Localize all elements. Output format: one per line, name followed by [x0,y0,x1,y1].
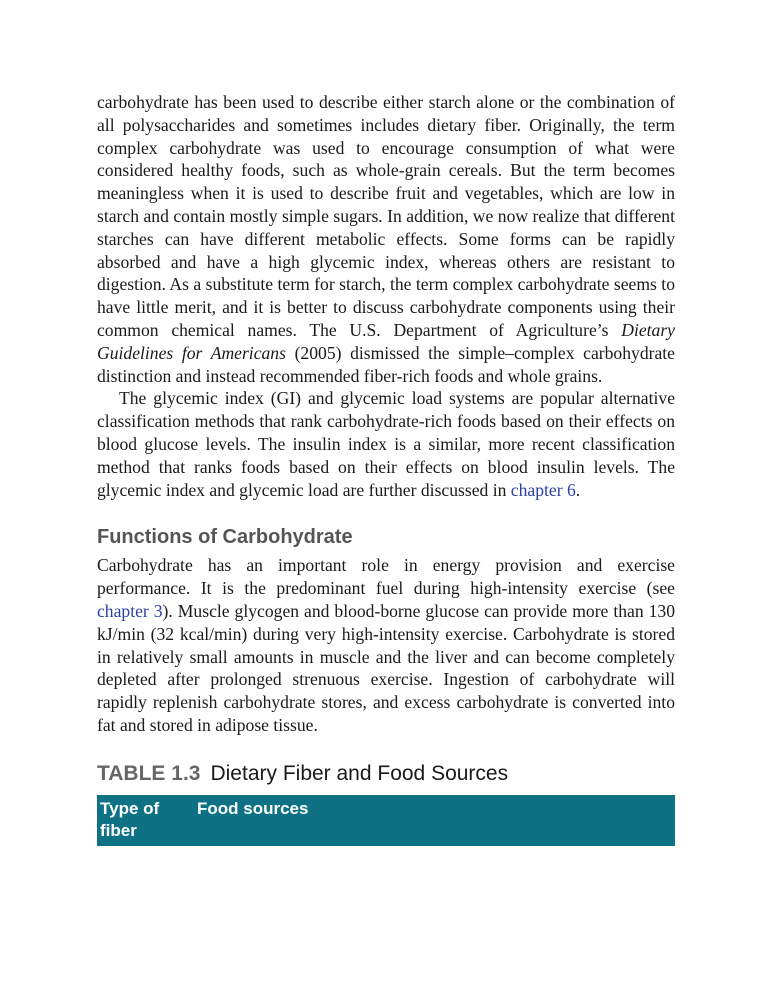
table-header-row [97,795,675,846]
table-number: TABLE 1.3 [97,761,201,785]
column-header-type-of-fiber: Type of fiber [100,798,160,840]
paragraph-3-text: Carbohydrate has an important role in energy provision and exercise performance. It is the predominant fuel during high-intensity exercise (see [97,555,675,599]
paragraph-2-text-end: . [575,479,581,500]
body-paragraph-1 [97,91,675,387]
paragraph-3-text-end: ). Muscle glycogen and blood-borne glucose can provide more than 130 kJ/min (32 kcal/min) during very high-intensity exercise. Carbohydrate is stored in relatively small amounts in muscle and the liver and can become completely depleted after prolonged strenuous exercise. Ingestion of carbohydrate will rapidly replenish carbohydrate stores, and excess carbohydrate is converted into fat and stored in adipose tissue. [97,600,675,735]
body-paragraph-2 [97,387,675,501]
guidelines-title: Dietary Guidelines for Americans [97,319,675,363]
column-header-food-sources: Food sources [197,798,309,818]
table-caption [97,761,675,787]
paragraph-1-text: carbohydrate has been used to describe either starch alone or the combination of all polysaccharides and sometimes includes dietary fiber. Originally, the term complex carbohydrate was used to encourage consumption of what were considered healthy foods, such as whole-grain cereals. But the term becomes meaningless when it is used to describe fruit and vegetables, which are low in starch and contain mostly simple sugars. In addition, we now realize that different starches can have different metabolic effects. Some forms can be rapidly absorbed and have a high glycemic index, whereas others are resistant to digestion. As a substitute term for starch, the term complex carbohydrate seems to have little merit, and it is better to discuss carbohydrate components using their common chemical names. The U.S. Department of Agriculture’s [97,92,675,340]
body-paragraph-3 [97,554,675,736]
chapter-3-link[interactable]: chapter 3 [97,600,163,621]
paragraph-2-text: The glycemic index (GI) and glycemic load systems are popular alternative classification methods that rank carbohydrate-rich foods based on their effects on blood glucose levels. The insulin index is a similar, more recent classification method that ranks foods based on their effects on blood insulin levels. The glycemic index and glycemic load are further discussed in [97,388,675,500]
paragraph-1-text-end: (2005) dismissed the simple–complex carbohydrate distinction and instead recommended fiber-rich foods and whole grains. [97,342,675,386]
page-content [97,91,675,846]
chapter-6-link[interactable]: chapter 6 [510,479,576,500]
section-heading: Functions of Carbohydrate [97,526,353,549]
table-title: Dietary Fiber and Food Sources [210,761,509,785]
